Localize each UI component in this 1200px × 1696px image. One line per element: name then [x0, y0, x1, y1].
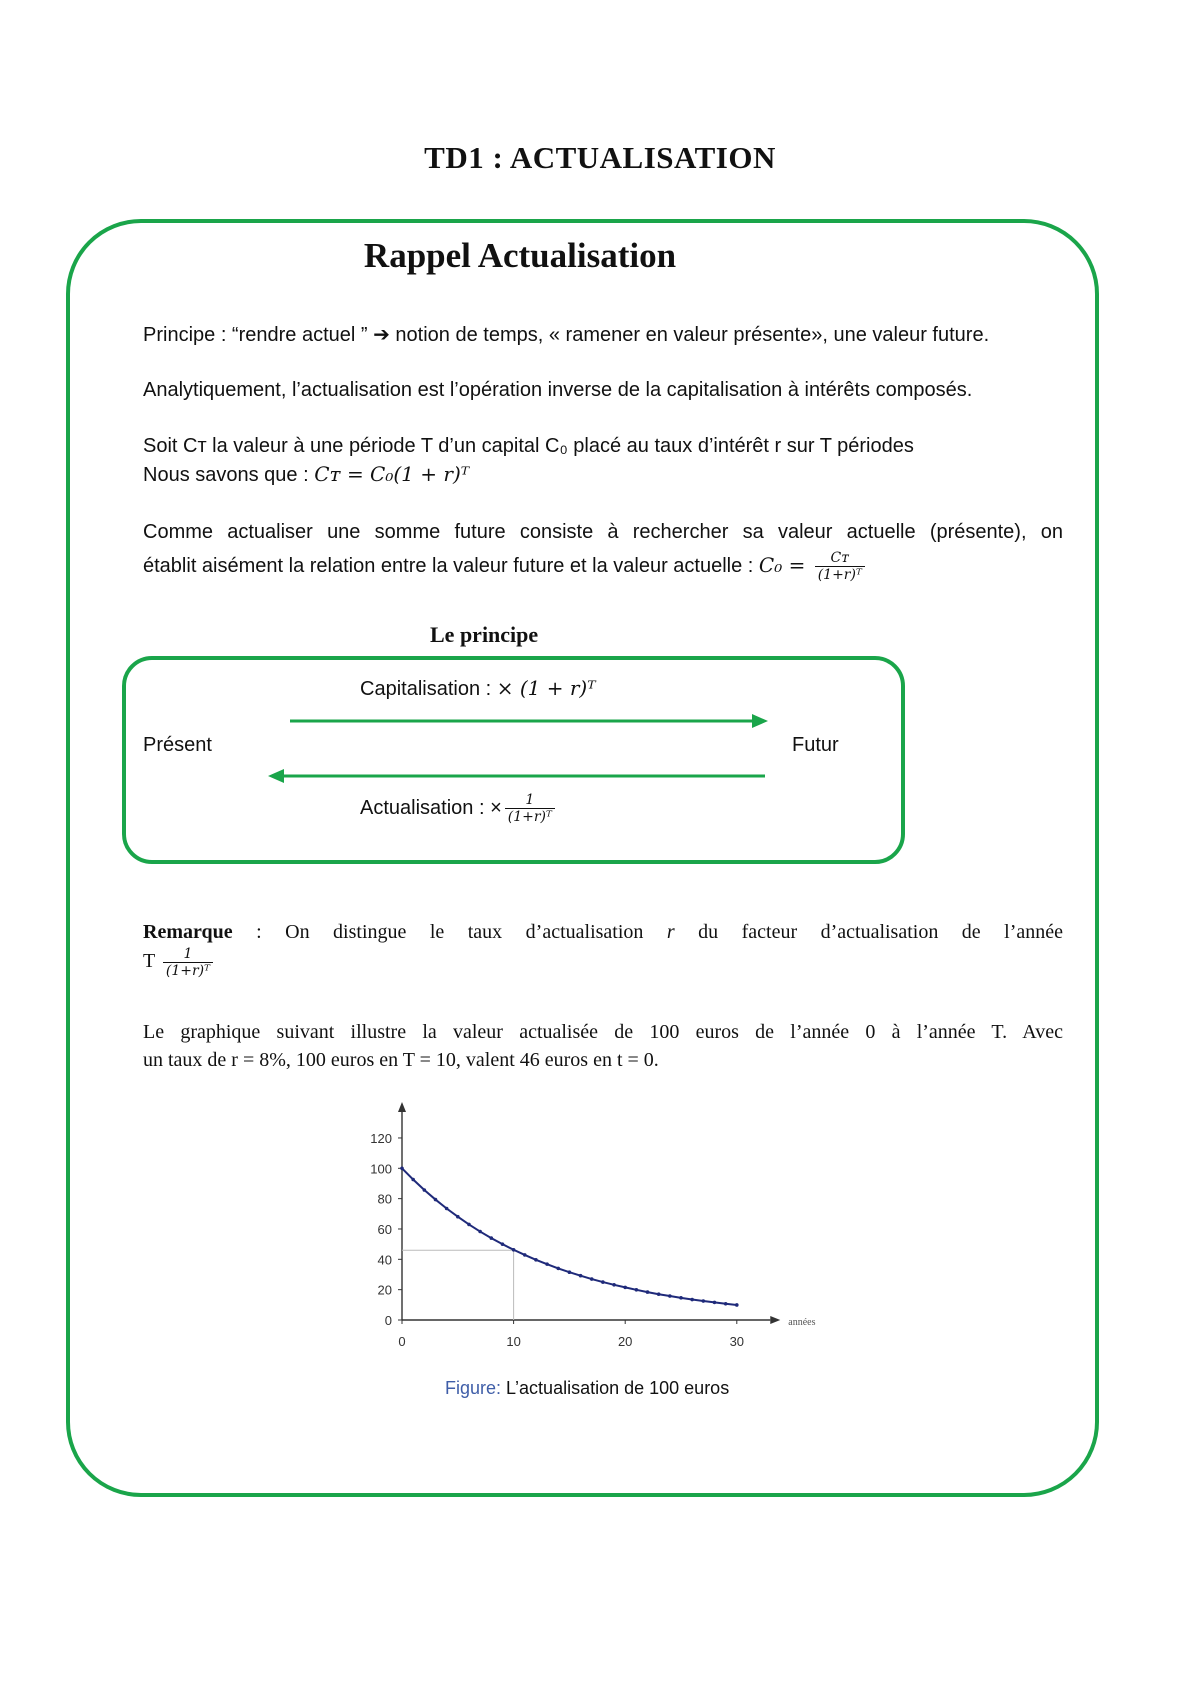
soit-line: Soit Cт la valeur à une période T d’un capital C₀ placé au taux d’intérêt r sur T périodes: [143, 435, 914, 457]
remarque-label: Remarque: [143, 921, 233, 943]
data-point: [545, 1262, 549, 1266]
year-variable: T: [143, 950, 155, 973]
fraction-denominator: (1+r)ᵀ: [507, 809, 552, 825]
arrow-right-icon: ➔: [373, 324, 390, 346]
x-axis-arrow: [770, 1316, 780, 1324]
principe-prefix: Principe : “rendre actuel ”: [143, 324, 374, 346]
y-tick-label: 40: [377, 1252, 392, 1268]
remarque-line-1: [143, 918, 1063, 946]
data-point: [623, 1286, 627, 1290]
data-point: [579, 1274, 583, 1278]
data-point: [411, 1178, 415, 1182]
discount-factor-fraction: [163, 946, 213, 979]
comme-line-1: Comme actualiser une somme future consiste à rechercher sa valeur actuelle (présente), on: [143, 521, 1063, 543]
remarque-text-1: : On distingue le taux d’actualisation: [232, 921, 667, 943]
capital-formula: Cᴛ = C₀(1 + r)ᵀ: [314, 462, 470, 486]
data-point: [478, 1230, 482, 1234]
data-point: [724, 1302, 728, 1306]
data-point: [690, 1298, 694, 1302]
data-point: [434, 1198, 438, 1202]
y-axis-arrow: [398, 1102, 406, 1112]
document-title: TD1 : ACTUALISATION: [424, 140, 776, 175]
chart-caption: [445, 1378, 729, 1399]
graphique-line-2: un taux de r = 8%, 100 euros en T = 10, valent 46 euros en t = 0.: [143, 1049, 659, 1071]
discount-chart: [340, 1100, 860, 1370]
principe-title: Le principe: [430, 622, 539, 647]
graphique-line-1: Le graphique suivant illustre la valeur actualisée de 100 euros de l’année 0 à l’année T. Avec: [143, 1021, 1063, 1043]
arrow-actualisation: [268, 769, 765, 783]
caption-label: Figure:: [445, 1378, 502, 1398]
data-point: [523, 1253, 527, 1257]
fraction-denominator: (1+r)ᵀ: [817, 567, 862, 583]
caption-text: L’actualisation de 100 euros: [501, 1378, 730, 1398]
data-point: [590, 1277, 594, 1281]
y-tick-label: 120: [370, 1130, 392, 1146]
analytique-line: Analytiquement, l’actualisation est l’opération inverse de la capitalisation à intérêts composés.: [143, 379, 973, 401]
y-tick-label: 20: [377, 1282, 392, 1298]
data-point: [612, 1283, 616, 1287]
discount-fraction: [505, 792, 555, 825]
data-point: [657, 1292, 661, 1296]
data-point: [713, 1301, 717, 1305]
data-point: [556, 1267, 560, 1271]
capitalisation-text: Capitalisation :: [360, 678, 497, 700]
data-point: [702, 1299, 706, 1303]
x-tick-label: 20: [617, 1334, 633, 1349]
data-point: [501, 1242, 505, 1246]
futur-label: Futur: [792, 734, 839, 756]
data-point: [512, 1248, 516, 1252]
arrow-capitalisation: [290, 714, 768, 728]
x-tick-label: 10: [506, 1334, 521, 1349]
x-axis-label: années: [788, 1317, 816, 1328]
fraction-numerator: 1: [163, 946, 213, 963]
y-tick-label: 0: [384, 1313, 392, 1328]
data-point: [489, 1236, 493, 1240]
fraction-numerator: 1: [505, 792, 555, 809]
data-point: [400, 1167, 404, 1171]
principe-rest: notion de temps, « ramener en valeur présente», une valeur future.: [389, 324, 990, 346]
fraction-denominator: (1+r)ᵀ: [165, 963, 210, 979]
remarque-line-2: [143, 946, 1063, 979]
y-tick-label: 100: [370, 1161, 392, 1177]
data-point: [601, 1280, 605, 1284]
nous-savons-label: Nous savons que :: [143, 464, 315, 486]
x-tick-label: 30: [729, 1334, 745, 1349]
data-point: [735, 1303, 739, 1307]
data-point: [445, 1207, 449, 1211]
times-symbol: ×: [490, 796, 502, 819]
comme-text: établit aisément la relation entre la valeur future et la valeur actuelle :: [143, 554, 759, 577]
actualisation-label: [360, 792, 558, 825]
data-point: [456, 1215, 460, 1219]
present-label: Présent: [143, 734, 212, 756]
x-tick-label: 0: [398, 1334, 406, 1349]
remarque-text-2: du facteur d’actualisation de l’année: [674, 921, 1064, 943]
y-tick-label: 60: [377, 1221, 392, 1237]
rate-variable: r: [666, 921, 675, 943]
data-point: [534, 1258, 538, 1262]
actualisation-text: Actualisation :: [360, 796, 491, 819]
y-tick-label: 80: [377, 1191, 392, 1207]
data-point: [568, 1270, 572, 1274]
c0-lhs: C₀ =: [758, 552, 812, 577]
box-title: Rappel Actualisation: [363, 236, 677, 275]
data-point: [646, 1290, 650, 1294]
capitalisation-formula: × (1 + r)ᵀ: [496, 676, 596, 700]
data-point: [467, 1223, 471, 1227]
discount-curve: [402, 1168, 737, 1305]
data-point: [635, 1288, 639, 1292]
data-point: [679, 1296, 683, 1300]
fraction-numerator: Cᴛ: [815, 550, 865, 567]
data-point: [668, 1294, 672, 1298]
data-point: [423, 1188, 427, 1192]
